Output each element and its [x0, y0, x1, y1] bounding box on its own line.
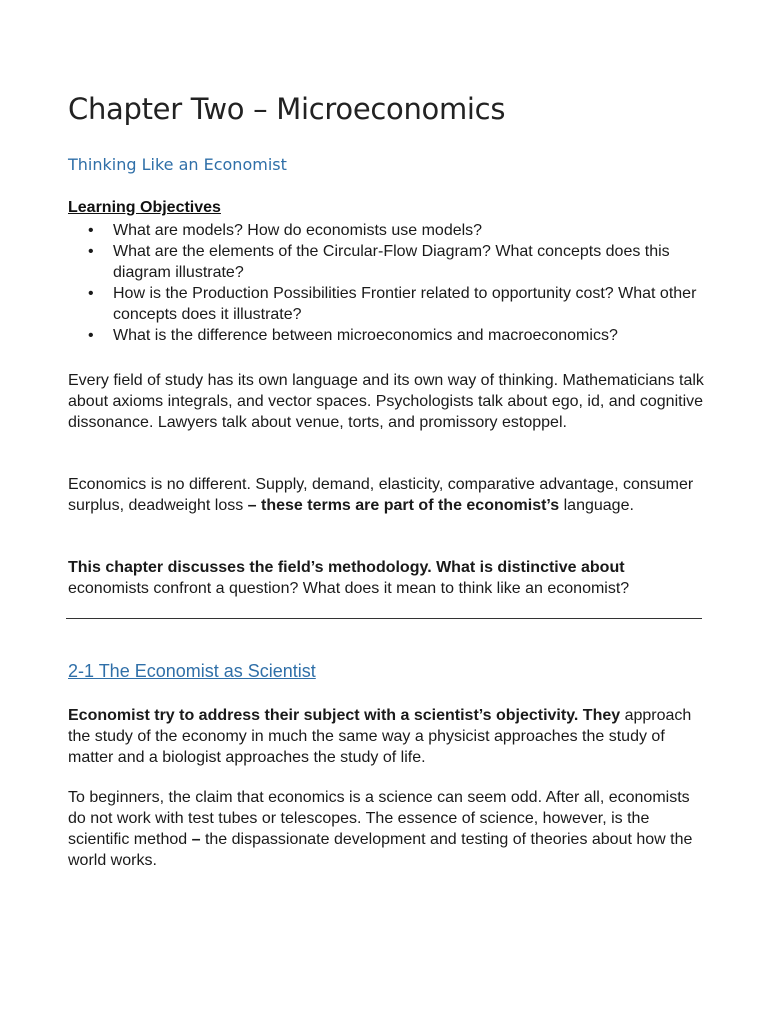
section-divider	[66, 618, 702, 619]
intro-paragraph-3-text: economists confront a question? What does it mean to think like an economist?	[68, 580, 630, 597]
intro-paragraph-3	[68, 557, 708, 599]
objective-text: How is the Production Possibilities Frontier related to opportunity cost? What other concepts does it illustrate?	[113, 285, 697, 323]
section-paragraph-2-tail: the dispassionate development and testing of theories about how the world works.	[68, 831, 693, 869]
section-paragraph-1	[68, 705, 708, 768]
objective-item	[68, 241, 708, 283]
section-paragraph-2	[68, 787, 708, 871]
learning-objectives-list	[68, 220, 708, 346]
learning-objectives-heading: Learning Objectives	[68, 199, 221, 216]
objective-item	[68, 220, 708, 241]
intro-paragraph-2-emphasis: – these terms are part of the economist’s	[243, 497, 560, 514]
intro-paragraph-1	[68, 370, 708, 433]
bullet-icon: •	[88, 285, 94, 302]
intro-paragraph-3-emphasis: This chapter discusses the field’s methodology. What is distinctive about	[68, 559, 625, 576]
objective-item	[68, 283, 708, 325]
objective-text: What are models? How do economists use models?	[113, 222, 483, 239]
objective-item	[68, 325, 708, 346]
section-heading-2-1[interactable]: 2-1 The Economist as Scientist	[68, 661, 316, 681]
chapter-title: Chapter Two – Microeconomics	[68, 92, 506, 126]
intro-paragraph-2	[68, 474, 708, 516]
intro-paragraph-2-tail: language.	[559, 497, 634, 514]
objective-text: What is the difference between microeconomics and macroeconomics?	[113, 327, 618, 344]
intro-paragraph-1-text: Every field of study has its own language and its own way of thinking. Mathematicians talk about axioms integrals, and vector spaces. Psychologists talk about ego, id, and cognitive dissonance. Lawyers talk about venue, torts, and promissory estoppel.	[68, 372, 704, 431]
bullet-icon: •	[88, 243, 94, 260]
intro-paragraph-2-text: Economics is no different. Supply, demand, elasticity, comparative advantage, consumer surplus, deadweight loss	[68, 476, 694, 514]
section-paragraph-1-emphasis: Economist try to address their subject with a scientist’s objectivity. They	[68, 707, 621, 724]
bullet-icon: •	[88, 327, 94, 344]
section-paragraph-2-text: To beginners, the claim that economics is a science can seem odd. After all, economists do not work with test tubes or telescopes. The essence of science, however, is the scientific method	[68, 789, 690, 848]
section-paragraph-1-text: approach the study of the economy in much the same way a physicist approaches the study of matter and a biologist approaches the study of life.	[68, 707, 692, 766]
section-paragraph-2-emphasis: –	[187, 831, 201, 848]
objective-text: What are the elements of the Circular-Flow Diagram? What concepts does this diagram illustrate?	[113, 243, 670, 281]
chapter-subtitle: Thinking Like an Economist	[68, 155, 287, 174]
bullet-icon: •	[88, 222, 94, 239]
